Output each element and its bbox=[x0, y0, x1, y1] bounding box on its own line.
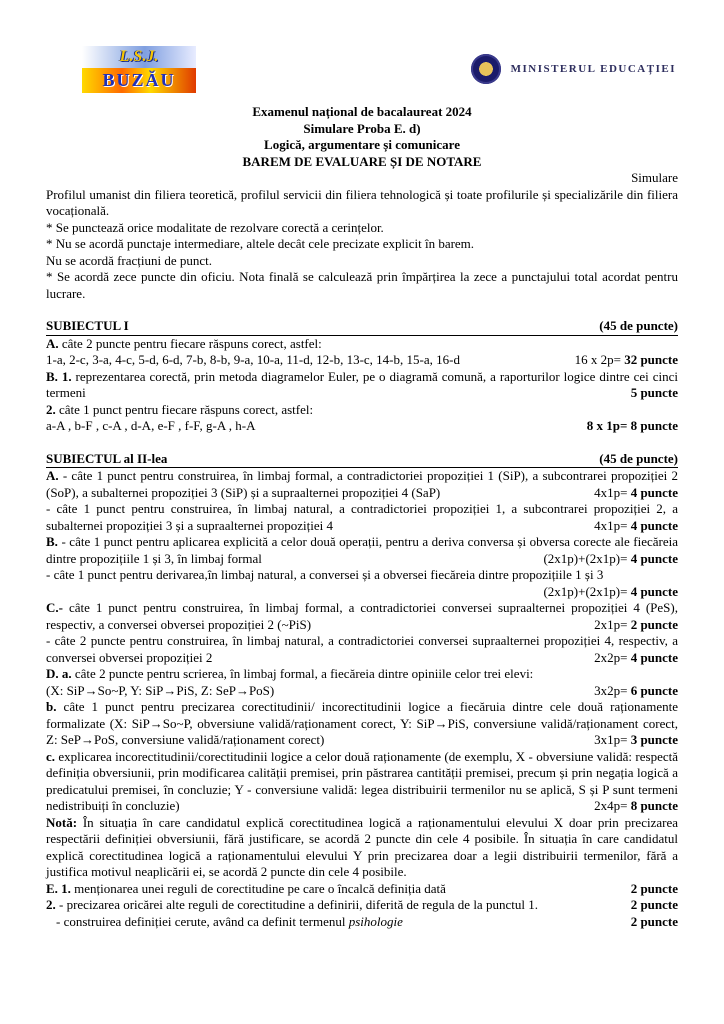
s2-line-e2 bbox=[46, 897, 678, 914]
points-value: (2x1p)+(2x1p)= 4 puncte bbox=[543, 550, 678, 566]
title-line-4: BAREM DE EVALUARE ȘI DE NOTARE bbox=[242, 153, 482, 169]
line-text: câte 2 puncte pentru scrierea, în limbaj formal, a fiecăreia dintre opiniile celor trei elevi: bbox=[71, 666, 534, 681]
ministry-logo bbox=[471, 54, 676, 84]
points-value: 4x1p= 4 puncte bbox=[594, 484, 678, 500]
subject2-title: SUBIECTUL al II-lea bbox=[46, 450, 168, 466]
s2-line-e2-def bbox=[46, 914, 678, 931]
subject1-title: SUBIECTUL I bbox=[46, 318, 129, 333]
points-value: 3x1p= 3 puncte bbox=[594, 732, 678, 747]
line-label: E. 1. bbox=[46, 880, 71, 896]
line-text: - câte 2 puncte pentru construirea, în limbaj natural, a contradictoriei conversei supraalternei propoziției 4, respectiv, a conversei obversei propoziției 2 bbox=[46, 633, 678, 665]
title-line-2: Simulare Proba E. d) bbox=[303, 120, 421, 136]
ministry-label: MINISTERUL EDUCAȚIEI bbox=[510, 62, 676, 75]
s1-line-b1 bbox=[46, 369, 678, 402]
line-text: 1-a, 2-c, 3-a, 4-c, 5-d, 6-d, 7-b, 8-b, 9-a, 10-a, 11-d, 12-b, 13-c, 14-b, 15-a, 16-d bbox=[46, 352, 460, 367]
s2-line-a2 bbox=[46, 501, 678, 534]
s1-answers bbox=[46, 352, 678, 369]
line-text: menționarea unei reguli de corectitudine pe care o încalcă definiția dată bbox=[70, 880, 446, 896]
points-value: (2x1p)+(2x1p)= 4 puncte bbox=[543, 583, 678, 599]
points-value: 2x4p= 8 puncte bbox=[594, 798, 678, 813]
title-line-3: Logică, argumentare și comunicare bbox=[264, 137, 460, 152]
line-label: b. bbox=[46, 699, 57, 714]
subject2-body bbox=[46, 468, 678, 930]
simulare-note: Simulare bbox=[631, 170, 678, 185]
points-value: 8 x 1p= 8 puncte bbox=[586, 418, 678, 433]
line-text: a-A , b-F , c-A , d-A, e-F , f-F, g-A , h-A bbox=[46, 418, 256, 433]
line-label: 2. bbox=[46, 401, 56, 417]
points-value: 2x2p= 4 puncte bbox=[594, 649, 678, 665]
line-label: A. bbox=[46, 468, 59, 483]
line-label: 2. bbox=[46, 897, 56, 912]
line-text: explicarea incorectitudinii/corectitudinii logice a celor două raționamente (de exemplu, X - obversiune validă: respectă definiția obversiunii, prin modificarea calității premisei, prin păstrarea cantității premisei, precum și prin negația logică a predicatului premisei, în concluzie; Y - conversiune validă: legea distribuirii termenilor nu se aplică, S și P sunt termeni nedistribuiți în concluzie) bbox=[46, 748, 678, 813]
lsj-buzau-logo bbox=[82, 46, 196, 93]
line-text: - precizarea oricărei alte reguli de corectitudine a definirii, diferită de regula de la punctul 1. bbox=[55, 897, 538, 912]
intro-profile: Profilul umanist din filiera teoretică, profilul servicii din filiera tehnologică și toate profilurile și specializările din filiera vocațională. bbox=[46, 186, 678, 218]
s1-line-b2 bbox=[46, 402, 678, 419]
title-block bbox=[46, 104, 678, 170]
s2-line-d-c bbox=[46, 749, 678, 815]
points-value: 3x2p= 6 puncte bbox=[594, 682, 678, 698]
line-text: câte 1 punct pentru construirea, în limbaj formal, a contradictoriei conversei supraalternei propoziției 4 (PeS), respectiv, a conversei obversei propoziției 2 (~PiS) bbox=[46, 600, 678, 632]
line-text: - câte 1 punct pentru construirea, în limbaj natural, a contradictoriei propoziției 1, a subcontrarei propoziției 2, a subalternei propoziției 3 și a supraalternei propoziției 4 bbox=[46, 501, 678, 533]
line-text: câte 1 punct pentru precizarea corectitudinii/ incorectitudinii logice a fiecăruia dintre cele două raționamente formalizate (X: SiP→So~P, obversiune validă/raționament corect, Y: SiP→PiS, conversiune validă/raționament corect, Z: SeP→PoS, conversiune validă/raționament corect) bbox=[46, 699, 678, 747]
s2-line-d-b bbox=[46, 699, 678, 749]
s2-line-c1 bbox=[46, 600, 678, 633]
s2-line-c2 bbox=[46, 633, 678, 666]
points-value: 2 puncte bbox=[630, 880, 678, 896]
subject1-heading bbox=[46, 318, 678, 336]
defined-term: psihologie bbox=[348, 913, 403, 929]
title-line-1: Examenul național de bacalaureat 2024 bbox=[252, 104, 472, 119]
points-value: 2 puncte bbox=[630, 897, 678, 912]
s2-line-b2 bbox=[46, 567, 678, 600]
points-value: 2 puncte bbox=[630, 913, 678, 929]
header bbox=[46, 44, 678, 94]
line-label: A. bbox=[46, 335, 59, 351]
line-label: c. bbox=[46, 748, 56, 764]
s2-line-e1 bbox=[46, 881, 678, 898]
line-label: Notă: bbox=[46, 814, 78, 830]
line-text: câte 1 punct pentru fiecare răspuns corect, astfel: bbox=[55, 401, 314, 417]
points-value: 2x1p= 2 puncte bbox=[594, 616, 678, 632]
s1-line-a bbox=[46, 336, 678, 353]
lsj-logo-text: L.S.J. bbox=[82, 46, 196, 68]
buzau-logo-text: BUZĂU bbox=[82, 68, 196, 93]
line-text: - câte 1 punct pentru derivarea,în limbaj natural, a conversei și a obversei fiecăreia dintre propozițiile 1 și 3 bbox=[46, 567, 604, 582]
subject2-points: (45 de puncte) bbox=[599, 450, 678, 466]
line-text: reprezentarea corectă, prin metoda diagramelor Euler, pe o diagramă comună, a raporturilor logice dintre cei cinci termeni bbox=[46, 368, 678, 400]
line-text: - construirea definiției cerute, având ca definit termenul bbox=[56, 913, 349, 929]
line-text: - câte 1 punct pentru construirea, în limbaj formal, a contradictoriei propoziției 1 (SiP), a subcontrarei propoziției 2 (SoP), a subalternei propoziției 3 (SiP) și a supraalternei propoziției 4 (SaP) bbox=[46, 468, 678, 500]
s2-line-d-a bbox=[46, 666, 678, 683]
intro-rule-4: * Se acordă zece puncte din oficiu. Nota finală se calculează prin împărțirea la zece a punctajului total acordat pentru lucrare. bbox=[46, 269, 678, 301]
subject1-points: (45 de puncte) bbox=[599, 318, 678, 333]
romania-emblem-icon bbox=[471, 54, 501, 84]
points-value: 4x1p= 4 puncte bbox=[594, 517, 678, 533]
line-label: D. a. bbox=[46, 666, 72, 681]
intro-rule-3: Nu se acordă fracțiuni de punct. bbox=[46, 252, 213, 268]
line-label: B. 1. bbox=[46, 368, 72, 384]
s2-line-a1 bbox=[46, 468, 678, 501]
s2-line-b1 bbox=[46, 534, 678, 567]
subject1-body bbox=[46, 336, 678, 435]
subject2-heading bbox=[46, 451, 678, 469]
s1-answers-2 bbox=[46, 418, 678, 435]
line-text: (X: SiP→So~P, Y: SiP→PiS, Z: SeP→PoS) bbox=[46, 682, 275, 698]
s2-nota bbox=[46, 815, 678, 881]
s2-line-d-formulas bbox=[46, 683, 678, 700]
line-label: B. bbox=[46, 534, 58, 549]
points-value: 16 x 2p= 32 puncte bbox=[574, 352, 678, 367]
intro-rule-1: * Se punctează orice modalitate de rezolvare corectă a cerințelor. bbox=[46, 219, 384, 235]
line-text: - câte 1 punct pentru aplicarea explicită a celor două operații, pentru a deriva conversa și obversa corecte ale fiecăreia dintre propozițiile 1 și 3, în limbaj formal bbox=[46, 534, 678, 566]
line-text: câte 2 puncte pentru fiecare răspuns corect, astfel: bbox=[58, 335, 322, 351]
points-value: 5 puncte bbox=[630, 385, 678, 400]
intro-block bbox=[46, 187, 678, 303]
line-label: C.- bbox=[46, 600, 63, 615]
intro-rule-2: * Nu se acordă punctaje intermediare, altele decât cele precizate explicit în barem. bbox=[46, 236, 475, 251]
line-text: În situația în care candidatul explică corectitudinea logică a raționamentului elevului X doar prin precizarea respectării definiției obversiunii, fără justificare, se acordă 2 puncte din cele 4 posibile. În situația în care candidatul explică corectitudinea logică a raționamentului elevului Y prin precizarea doar a legii distribuirii termenilor, fără a justifica motivul neaplicării ei, se acordă 2 puncte din cele 4 posibile. bbox=[46, 814, 678, 879]
